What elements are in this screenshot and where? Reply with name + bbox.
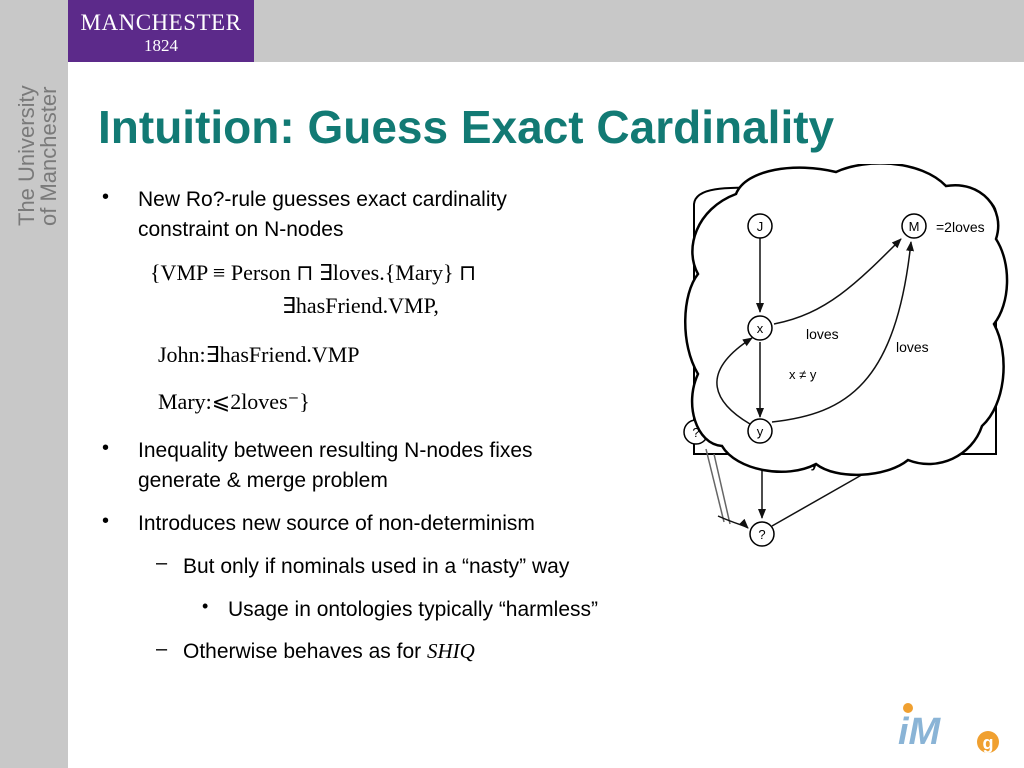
- sub-bullet-1: But only if nominals used in a “nasty” way: [183, 555, 570, 578]
- bullet-marker: •: [102, 437, 110, 459]
- node-question-bottom: ?: [758, 527, 766, 542]
- img-group-logo: [892, 698, 1012, 758]
- formula-line2: ∃hasFriend.VMP,: [282, 293, 439, 318]
- img-logo-text: iM: [898, 711, 941, 753]
- formula-line3: John:∃hasFriend.VMP: [158, 342, 360, 367]
- node-question-left: ?: [692, 425, 700, 440]
- bullet-marker: •: [102, 186, 110, 208]
- sub-bullet-marker: –: [156, 552, 168, 574]
- cloud-shape: [685, 164, 1007, 475]
- neq-label: x ≠ y: [789, 367, 817, 382]
- bullet-marker: •: [102, 510, 110, 532]
- node-y: y: [756, 424, 764, 439]
- formula-line4: Mary:⩽2loves⁻}: [158, 389, 310, 414]
- university-text-line2: of Manchester: [36, 86, 61, 226]
- university-vertical-text: [10, 40, 62, 230]
- formula-line1: {VMP ≡ Person ⊓ ∃loves.{Mary} ⊓: [150, 260, 477, 285]
- logo-text-year: 1824: [144, 36, 178, 55]
- loves-label-upper: loves: [806, 326, 839, 342]
- node-x: x: [756, 321, 764, 336]
- shiq-logic-name: SHIQ: [426, 639, 475, 663]
- sub-bullet-marker: –: [156, 638, 168, 660]
- bullet-3-line1: Introduces new source of non-determinism: [138, 512, 535, 535]
- manchester-logo: [68, 0, 254, 62]
- loves-label-right: loves: [896, 339, 929, 355]
- slide-title: Intuition: Guess Exact Cardinality: [98, 101, 835, 153]
- sub-bullet-2: [183, 637, 475, 666]
- img-logo-g: g: [982, 733, 994, 753]
- logo-text-main: MANCHESTER: [80, 10, 242, 35]
- node-j: J: [756, 219, 764, 234]
- tableau-diagram: [676, 164, 1012, 556]
- bullet-1-line2: constraint on N-nodes: [138, 218, 344, 241]
- node-m: M: [908, 219, 920, 234]
- university-text-line1: The University: [14, 85, 39, 226]
- bullet-1-line1: New Ro?-rule guesses exact cardinality: [138, 188, 507, 211]
- cardinality-label: =2loves: [936, 219, 985, 235]
- sub-sub-bullet-marker: •: [202, 596, 209, 616]
- sub-sub-bullet: Usage in ontologies typically “harmless”: [228, 598, 598, 621]
- sub-bullet-2-text: Otherwise behaves as for: [183, 640, 427, 663]
- bullet-2-line1: Inequality between resulting N-nodes fixes: [138, 439, 533, 462]
- bullet-2-line2: generate & merge problem: [138, 469, 388, 492]
